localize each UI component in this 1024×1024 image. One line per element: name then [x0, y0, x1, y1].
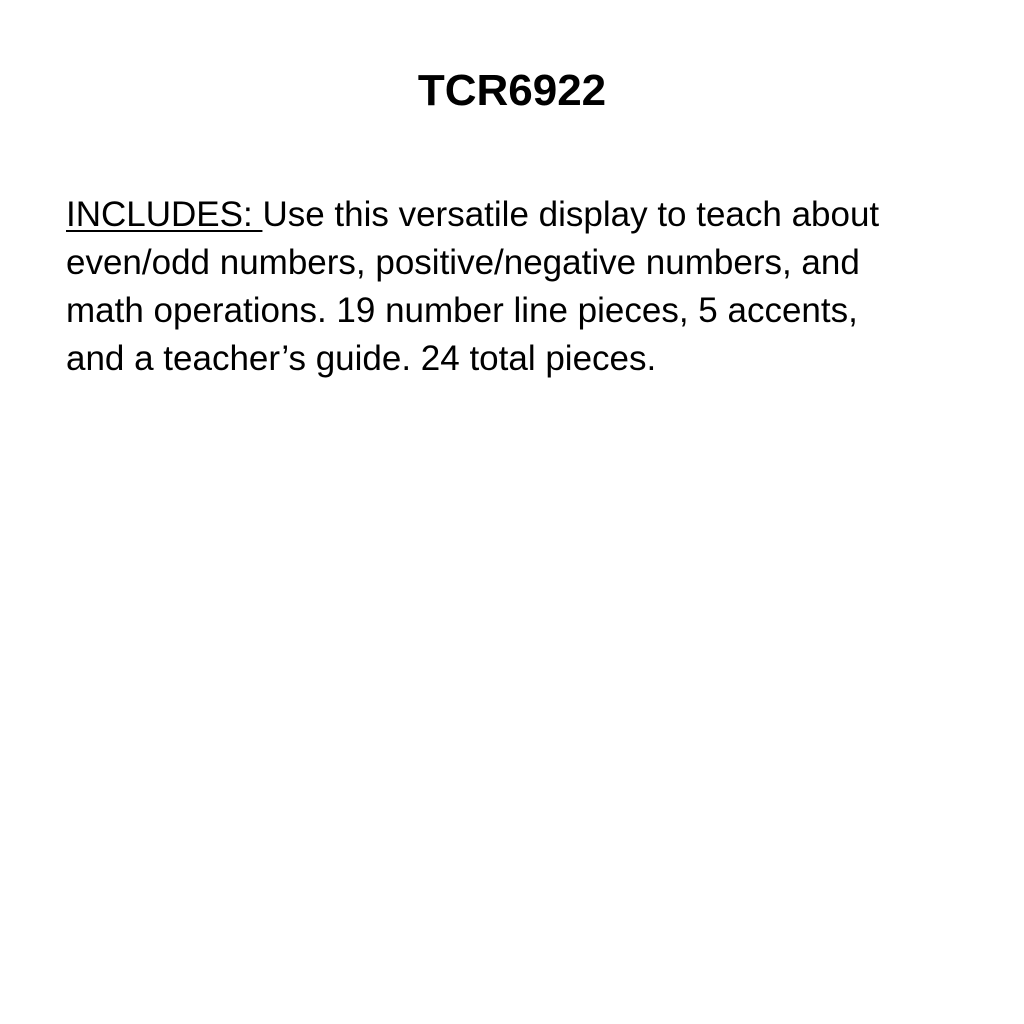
description-line: math operations. 19 number line pieces, 5 accents, [66, 291, 858, 330]
product-code-title: TCR6922 [417, 66, 607, 115]
description-line: Use this versatile display to teach about [262, 195, 880, 234]
includes-description [66, 191, 966, 383]
description-line: and a teacher’s guide. 24 total pieces. [66, 339, 657, 378]
includes-label: INCLUDES: [66, 195, 263, 234]
description-line: even/odd numbers, positive/negative numbers, and [66, 243, 860, 282]
